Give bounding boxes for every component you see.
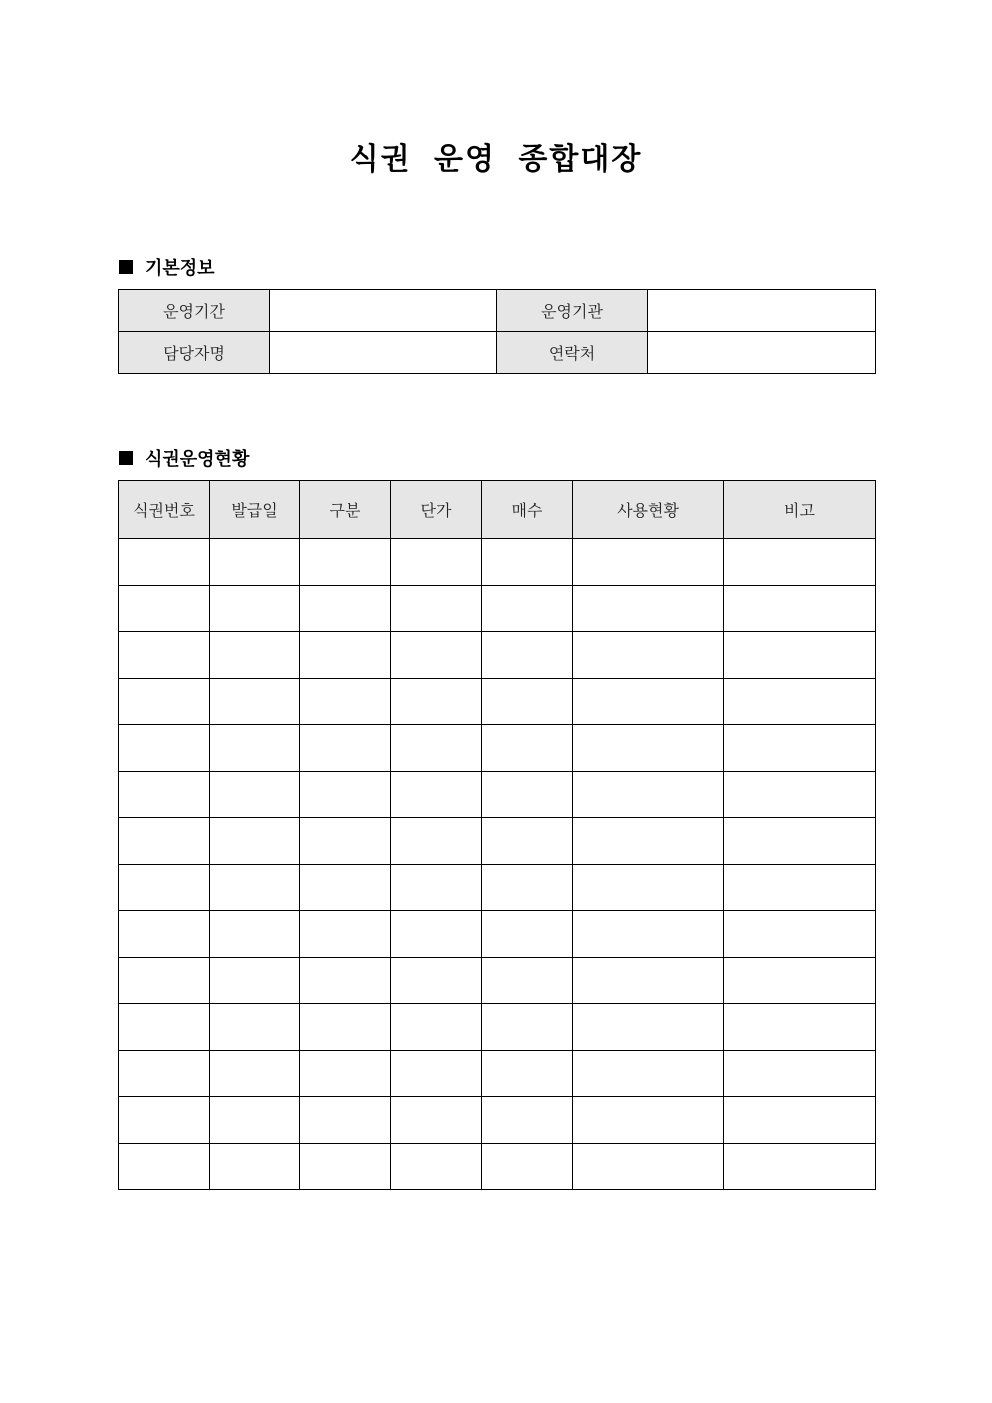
column-header-ticket-number: 식권번호 bbox=[119, 481, 210, 539]
cell-category[interactable] bbox=[300, 818, 391, 865]
cell-quantity[interactable] bbox=[482, 632, 573, 679]
cell-remarks[interactable] bbox=[724, 864, 876, 911]
cell-ticket-number[interactable] bbox=[119, 539, 210, 586]
cell-usage-status[interactable] bbox=[573, 1097, 724, 1144]
cell-quantity[interactable] bbox=[482, 678, 573, 725]
cell-remarks[interactable] bbox=[724, 585, 876, 632]
table-row bbox=[119, 864, 876, 911]
cell-category[interactable] bbox=[300, 632, 391, 679]
cell-quantity[interactable] bbox=[482, 725, 573, 772]
table-row bbox=[119, 290, 876, 332]
cell-issue-date[interactable] bbox=[210, 818, 300, 865]
table-row bbox=[119, 332, 876, 374]
cell-category[interactable] bbox=[300, 864, 391, 911]
column-header-quantity: 매수 bbox=[482, 481, 573, 539]
table-row bbox=[119, 771, 876, 818]
cell-remarks[interactable] bbox=[724, 1050, 876, 1097]
cell-ticket-number[interactable] bbox=[119, 818, 210, 865]
cell-remarks[interactable] bbox=[724, 725, 876, 772]
field-manager-name[interactable] bbox=[270, 332, 497, 374]
cell-unit-price[interactable] bbox=[391, 725, 482, 772]
cell-ticket-number[interactable] bbox=[119, 1004, 210, 1051]
square-bullet-icon bbox=[119, 451, 133, 465]
cell-ticket-number[interactable] bbox=[119, 771, 210, 818]
cell-category[interactable] bbox=[300, 539, 391, 586]
cell-category[interactable] bbox=[300, 1050, 391, 1097]
cell-quantity[interactable] bbox=[482, 864, 573, 911]
cell-usage-status[interactable] bbox=[573, 1143, 724, 1190]
cell-remarks[interactable] bbox=[724, 678, 876, 725]
cell-usage-status[interactable] bbox=[573, 771, 724, 818]
cell-quantity[interactable] bbox=[482, 771, 573, 818]
cell-ticket-number[interactable] bbox=[119, 957, 210, 1004]
cell-quantity[interactable] bbox=[482, 911, 573, 958]
cell-quantity[interactable] bbox=[482, 1004, 573, 1051]
cell-unit-price[interactable] bbox=[391, 771, 482, 818]
cell-ticket-number[interactable] bbox=[119, 632, 210, 679]
cell-quantity[interactable] bbox=[482, 1097, 573, 1144]
cell-usage-status[interactable] bbox=[573, 957, 724, 1004]
cell-issue-date[interactable] bbox=[210, 678, 300, 725]
cell-remarks[interactable] bbox=[724, 771, 876, 818]
page-title: 식권 운영 종합대장 bbox=[349, 142, 643, 177]
cell-category[interactable] bbox=[300, 678, 391, 725]
cell-remarks[interactable] bbox=[724, 632, 876, 679]
table-row bbox=[119, 678, 876, 725]
cell-issue-date[interactable] bbox=[210, 864, 300, 911]
table-row bbox=[119, 1004, 876, 1051]
basic-info-table bbox=[118, 289, 876, 374]
table-row bbox=[119, 957, 876, 1004]
cell-ticket-number[interactable] bbox=[119, 1050, 210, 1097]
cell-remarks[interactable] bbox=[724, 1143, 876, 1190]
cell-category[interactable] bbox=[300, 911, 391, 958]
cell-unit-price[interactable] bbox=[391, 818, 482, 865]
section-heading-label: 식권운영현황 bbox=[145, 449, 250, 470]
section-heading-basic-info bbox=[119, 254, 215, 280]
cell-quantity[interactable] bbox=[482, 1143, 573, 1190]
square-bullet-icon bbox=[119, 260, 133, 274]
cell-ticket-number[interactable] bbox=[119, 678, 210, 725]
cell-ticket-number[interactable] bbox=[119, 725, 210, 772]
cell-unit-price[interactable] bbox=[391, 1143, 482, 1190]
cell-category[interactable] bbox=[300, 1097, 391, 1144]
cell-unit-price[interactable] bbox=[391, 864, 482, 911]
cell-unit-price[interactable] bbox=[391, 1050, 482, 1097]
label-operating-agency: 운영기관 bbox=[497, 290, 648, 332]
column-header-category: 구분 bbox=[300, 481, 391, 539]
cell-unit-price[interactable] bbox=[391, 539, 482, 586]
header-row bbox=[119, 481, 876, 539]
cell-usage-status[interactable] bbox=[573, 818, 724, 865]
cell-category[interactable] bbox=[300, 1004, 391, 1051]
cell-unit-price[interactable] bbox=[391, 678, 482, 725]
cell-unit-price[interactable] bbox=[391, 585, 482, 632]
field-operation-period[interactable] bbox=[270, 290, 497, 332]
cell-issue-date[interactable] bbox=[210, 539, 300, 586]
cell-unit-price[interactable] bbox=[391, 957, 482, 1004]
cell-quantity[interactable] bbox=[482, 818, 573, 865]
column-header-issue-date: 발급일 bbox=[210, 481, 300, 539]
cell-usage-status[interactable] bbox=[573, 864, 724, 911]
cell-usage-status[interactable] bbox=[573, 1004, 724, 1051]
cell-ticket-number[interactable] bbox=[119, 1097, 210, 1144]
table-row bbox=[119, 725, 876, 772]
cell-issue-date[interactable] bbox=[210, 585, 300, 632]
meal-ticket-status-table bbox=[118, 480, 876, 1190]
cell-usage-status[interactable] bbox=[573, 585, 724, 632]
table-row bbox=[119, 539, 876, 586]
field-contact[interactable] bbox=[648, 332, 876, 374]
cell-unit-price[interactable] bbox=[391, 632, 482, 679]
cell-usage-status[interactable] bbox=[573, 539, 724, 586]
column-header-unit-price: 단가 bbox=[391, 481, 482, 539]
cell-category[interactable] bbox=[300, 771, 391, 818]
table-row bbox=[119, 911, 876, 958]
table-row bbox=[119, 818, 876, 865]
cell-category[interactable] bbox=[300, 585, 391, 632]
cell-category[interactable] bbox=[300, 725, 391, 772]
cell-remarks[interactable] bbox=[724, 1004, 876, 1051]
cell-ticket-number[interactable] bbox=[119, 911, 210, 958]
cell-issue-date[interactable] bbox=[210, 1050, 300, 1097]
field-operating-agency[interactable] bbox=[648, 290, 876, 332]
cell-issue-date[interactable] bbox=[210, 1097, 300, 1144]
table-row bbox=[119, 1097, 876, 1144]
cell-issue-date[interactable] bbox=[210, 1143, 300, 1190]
label-manager-name: 담당자명 bbox=[119, 332, 270, 374]
cell-ticket-number[interactable] bbox=[119, 585, 210, 632]
label-contact: 연락처 bbox=[497, 332, 648, 374]
cell-remarks[interactable] bbox=[724, 539, 876, 586]
table-row bbox=[119, 1143, 876, 1190]
section-heading-label: 기본정보 bbox=[145, 258, 215, 279]
cell-quantity[interactable] bbox=[482, 539, 573, 586]
cell-remarks[interactable] bbox=[724, 1097, 876, 1144]
label-operation-period: 운영기간 bbox=[119, 290, 270, 332]
cell-usage-status[interactable] bbox=[573, 632, 724, 679]
cell-usage-status[interactable] bbox=[573, 725, 724, 772]
cell-quantity[interactable] bbox=[482, 957, 573, 1004]
cell-issue-date[interactable] bbox=[210, 632, 300, 679]
table-row bbox=[119, 1050, 876, 1097]
table-row bbox=[119, 632, 876, 679]
cell-category[interactable] bbox=[300, 957, 391, 1004]
cell-remarks[interactable] bbox=[724, 911, 876, 958]
cell-ticket-number[interactable] bbox=[119, 1143, 210, 1190]
cell-remarks[interactable] bbox=[724, 957, 876, 1004]
cell-usage-status[interactable] bbox=[573, 1050, 724, 1097]
cell-unit-price[interactable] bbox=[391, 911, 482, 958]
cell-issue-date[interactable] bbox=[210, 957, 300, 1004]
cell-issue-date[interactable] bbox=[210, 911, 300, 958]
cell-category[interactable] bbox=[300, 1143, 391, 1190]
column-header-usage-status: 사용현황 bbox=[573, 481, 724, 539]
cell-issue-date[interactable] bbox=[210, 771, 300, 818]
cell-quantity[interactable] bbox=[482, 585, 573, 632]
cell-ticket-number[interactable] bbox=[119, 864, 210, 911]
cell-remarks[interactable] bbox=[724, 818, 876, 865]
table-row bbox=[119, 585, 876, 632]
cell-quantity[interactable] bbox=[482, 1050, 573, 1097]
column-header-remarks: 비고 bbox=[724, 481, 876, 539]
cell-unit-price[interactable] bbox=[391, 1097, 482, 1144]
cell-usage-status[interactable] bbox=[573, 911, 724, 958]
cell-unit-price[interactable] bbox=[391, 1004, 482, 1051]
cell-usage-status[interactable] bbox=[573, 678, 724, 725]
section-heading-status bbox=[119, 445, 249, 471]
cell-issue-date[interactable] bbox=[210, 725, 300, 772]
cell-issue-date[interactable] bbox=[210, 1004, 300, 1051]
